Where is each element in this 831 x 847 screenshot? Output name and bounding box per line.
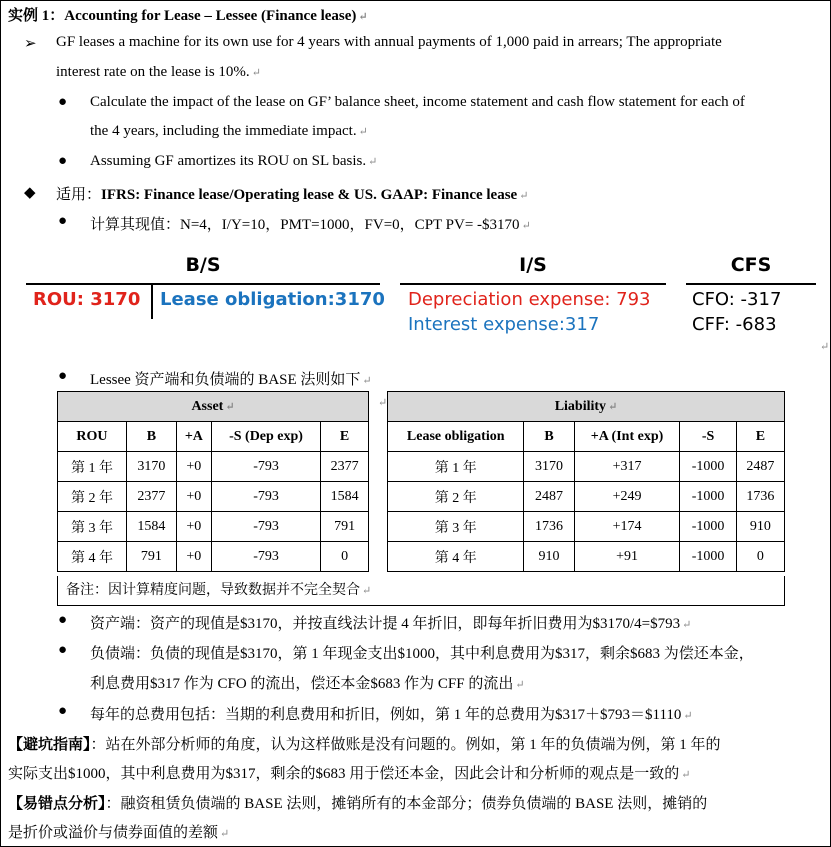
intro-line-1: GF leases a machine for its own use for 4 years with annual payments of 1,000 paid in arrears; The appropriate: [56, 34, 722, 50]
return-mark: ↵: [820, 341, 830, 353]
intro-bullet-1-line-1: Calculate the impact of the lease on GF’ balance sheet, income statement and cash flow statement for each of: [90, 94, 745, 110]
liability-header-a: +A (Int exp): [574, 422, 680, 452]
liability-e: 1736: [736, 482, 784, 512]
asset-year: 第 3 年: [58, 512, 127, 542]
asset-b: 791: [126, 542, 176, 572]
bullet-dot-icon: ●: [58, 153, 68, 169]
liability-b: 1736: [524, 512, 574, 542]
is-line: [400, 283, 666, 285]
cff-value: CFF: -683: [692, 314, 777, 335]
base-intro: Lessee 资产端和负债端的 BASE 法则如下 ↵: [90, 372, 372, 388]
asset-s: -793: [211, 512, 320, 542]
asset-e: 791: [321, 512, 369, 542]
liability-e: 910: [736, 512, 784, 542]
cfs-header: CFS: [730, 254, 772, 276]
intro-bullet-2: Assuming GF amortizes its ROU on SL basis. ↵: [90, 153, 378, 169]
table-row: [388, 542, 785, 572]
bullet-dot-icon: ●: [58, 612, 68, 628]
asset-year: 第 2 年: [58, 482, 127, 512]
liability-header-s: -S: [680, 422, 736, 452]
pitfall-line-1: 【避坑指南】：站在外部分析师的角度，认为这样做账是没有问题的。例如，第 1 年的负债端为例，第 1 年的: [8, 737, 721, 753]
asset-a: +0: [176, 512, 211, 542]
asset-explanation: 资产端：资产的现值是$3170，并按直线法计提 4 年折旧，即每年折旧费用为$3170/4=$793 ↵: [90, 616, 692, 632]
liability-year: 第 1 年: [388, 452, 524, 482]
bullet-dot-icon: ●: [58, 368, 68, 384]
intro-bullet-1-line-2: the 4 years, including the immediate impact. ↵: [90, 123, 368, 139]
liability-year: 第 4 年: [388, 542, 524, 572]
page-title: 实例 1：Accounting for Lease – Lessee (Finance lease) ↵: [8, 8, 368, 24]
bullet-dot-icon: ●: [58, 703, 68, 719]
liability-header-lease: Lease obligation: [388, 422, 524, 452]
table-row: [58, 482, 369, 512]
asset-b: 2377: [126, 482, 176, 512]
asset-year: 第 4 年: [58, 542, 127, 572]
cfo-value: CFO: -317: [692, 289, 782, 310]
table-row: [58, 512, 369, 542]
asset-e: 1584: [321, 482, 369, 512]
asset-a: +0: [176, 542, 211, 572]
lease-obligation-value: Lease obligation:3170: [160, 289, 385, 310]
is-header: I/S: [519, 254, 547, 276]
error-line-1: 【易错点分析】：融资租赁负债端的 BASE 法则，摊销所有的本金部分；债券负债端的 BASE 法则，摊销的: [8, 796, 708, 812]
asset-e: 2377: [321, 452, 369, 482]
pitfall-line-2: 实际支出$1000，其中利息费用为$317，剩余的$683 用于偿还本金，因此会计和分析师的观点是一致的 ↵: [8, 766, 691, 782]
applies-line: 适用：IFRS: Finance lease/Operating lease & US. GAAP: Finance lease ↵: [56, 187, 529, 203]
error-line-2: 是折价或溢价与债券面值的差额 ↵: [8, 825, 230, 841]
asset-b: 1584: [126, 512, 176, 542]
table-row: [388, 512, 785, 542]
asset-a: +0: [176, 482, 211, 512]
liability-year: 第 3 年: [388, 512, 524, 542]
liability-a: +249: [574, 482, 680, 512]
asset-header-b: B: [126, 422, 176, 452]
liability-s: -1000: [680, 482, 736, 512]
bs-divider: [151, 284, 153, 319]
table-row: [58, 542, 369, 572]
liability-e: 0: [736, 542, 784, 572]
diamond-bullet-icon: ◆: [24, 185, 36, 201]
arrow-bullet-icon: ➢: [24, 36, 37, 52]
total-explanation: 每年的总费用包括：当期的利息费用和折旧，例如，第 1 年的总费用为$317＋$793＝$1110 ↵: [90, 707, 693, 723]
table-note: 备注：因计算精度问题，导致数据并不完全契合 ↵: [57, 576, 785, 606]
liability-s: -1000: [680, 542, 736, 572]
liability-b: 2487: [524, 482, 574, 512]
table-row: [58, 452, 369, 482]
liability-table-title: Liability ↵: [388, 392, 785, 422]
asset-header-e: E: [321, 422, 369, 452]
asset-s: -793: [211, 482, 320, 512]
asset-e: 0: [321, 542, 369, 572]
interest-expense: Interest expense:317: [408, 314, 600, 335]
liability-s: -1000: [680, 452, 736, 482]
liability-e: 2487: [736, 452, 784, 482]
asset-table-title: Asset ↵: [58, 392, 369, 422]
asset-table: [57, 391, 369, 572]
asset-header-s: -S (Dep exp): [211, 422, 320, 452]
liability-explanation-2: 利息费用$317 作为 CFO 的流出，偿还本金$683 作为 CFF 的流出 ↵: [90, 676, 525, 692]
bullet-dot-icon: ●: [58, 642, 68, 658]
asset-s: -793: [211, 542, 320, 572]
liability-a: +174: [574, 512, 680, 542]
liability-header-row: [388, 422, 785, 452]
table-row: [388, 452, 785, 482]
liability-b: 3170: [524, 452, 574, 482]
liability-table: [387, 391, 785, 572]
liability-a: +91: [574, 542, 680, 572]
liability-s: -1000: [680, 512, 736, 542]
asset-a: +0: [176, 452, 211, 482]
liability-b: 910: [524, 542, 574, 572]
bs-line: [26, 283, 380, 285]
bullet-dot-icon: ●: [58, 94, 68, 110]
return-mark: ↵: [378, 397, 388, 409]
asset-s: -793: [211, 452, 320, 482]
liability-explanation-1: 负债端：负债的现值是$3170，第 1 年现金支出$1000，其中利息费用为$317，剩余$683 为偿还本金，: [90, 646, 754, 662]
pv-calc: 计算其现值：N=4，I/Y=10，PMT=1000，FV=0，CPT PV= -$3170 ↵: [90, 217, 531, 233]
intro-line-2: interest rate on the lease is 10%. ↵: [56, 64, 261, 80]
liability-header-e: E: [736, 422, 784, 452]
liability-a: +317: [574, 452, 680, 482]
rou-value: ROU: 3170: [33, 289, 141, 310]
cfs-line: [686, 283, 816, 285]
liability-header-b: B: [524, 422, 574, 452]
bullet-dot-icon: ●: [58, 213, 68, 229]
depreciation-expense: Depreciation expense: 793: [408, 289, 651, 310]
asset-header-rou: ROU: [58, 422, 127, 452]
asset-header-row: [58, 422, 369, 452]
liability-year: 第 2 年: [388, 482, 524, 512]
bs-header: B/S: [185, 254, 221, 276]
asset-year: 第 1 年: [58, 452, 127, 482]
asset-b: 3170: [126, 452, 176, 482]
asset-header-a: +A: [176, 422, 211, 452]
table-row: [388, 482, 785, 512]
